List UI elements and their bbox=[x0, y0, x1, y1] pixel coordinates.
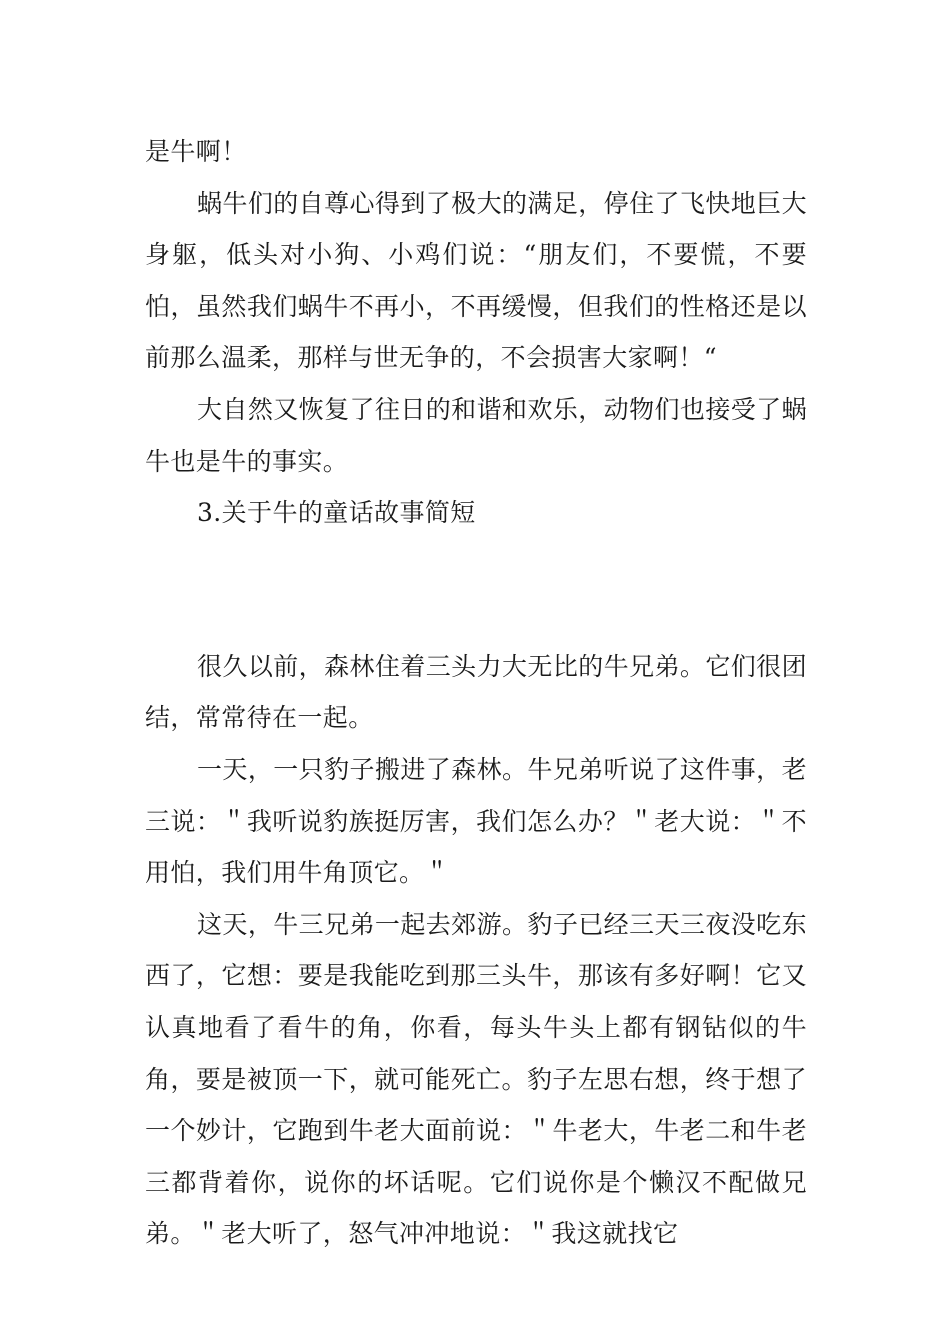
section-heading: 3.关于牛的童话故事简短 bbox=[197, 498, 476, 528]
paragraph-leopard-plan: 这天，牛三兄弟一起去郊游。豹子已经三天三夜没吃东西了，它想：要是我能吃到那三头牛，那该有多好啊！它又认真地看了看牛的角，你看，每头牛头上都有钢钻似的牛角，要是被顶一下，就可能死亡。豹子左思右想，终于想了一个妙计，它跑到牛老大面前说：＂牛老大，牛老二和牛老三都背着你，说你的坏话呢。它们说你是个懒汉不配做兄弟。＂老大听了，怒气冲冲地说：＂我这就找它 bbox=[145, 909, 807, 1249]
paragraph-leopard-arrives: 一天，一只豹子搬进了森林。牛兄弟听说了这件事，老三说：＂我听说豹族挺厉害，我们怎么办？＂老大说：＂不用怕，我们用牛角顶它。＂ bbox=[145, 754, 807, 888]
paragraph-nature-harmony: 大自然又恢复了往日的和谐和欢乐，动物们也接受了蜗牛也是牛的事实。 bbox=[145, 394, 807, 476]
paragraph-continuation: 是牛啊！ bbox=[145, 137, 247, 166]
document-body bbox=[145, 126, 807, 1260]
paragraph-three-bulls: 很久以前，森林住着三头力大无比的牛兄弟。它们很团结，常常待在一起。 bbox=[145, 651, 807, 733]
section-spacer bbox=[145, 539, 807, 641]
paragraph-snail-speech: 蜗牛们的自尊心得到了极大的满足，停住了飞快地巨大身躯，低头对小狗、小鸡们说：“朋友们，不要慌，不要怕，虽然我们蜗牛不再小，不再缓慢，但我们的性格还是以前那么温柔，那样与世无争的，不会损害大家啊！“ bbox=[145, 188, 807, 373]
